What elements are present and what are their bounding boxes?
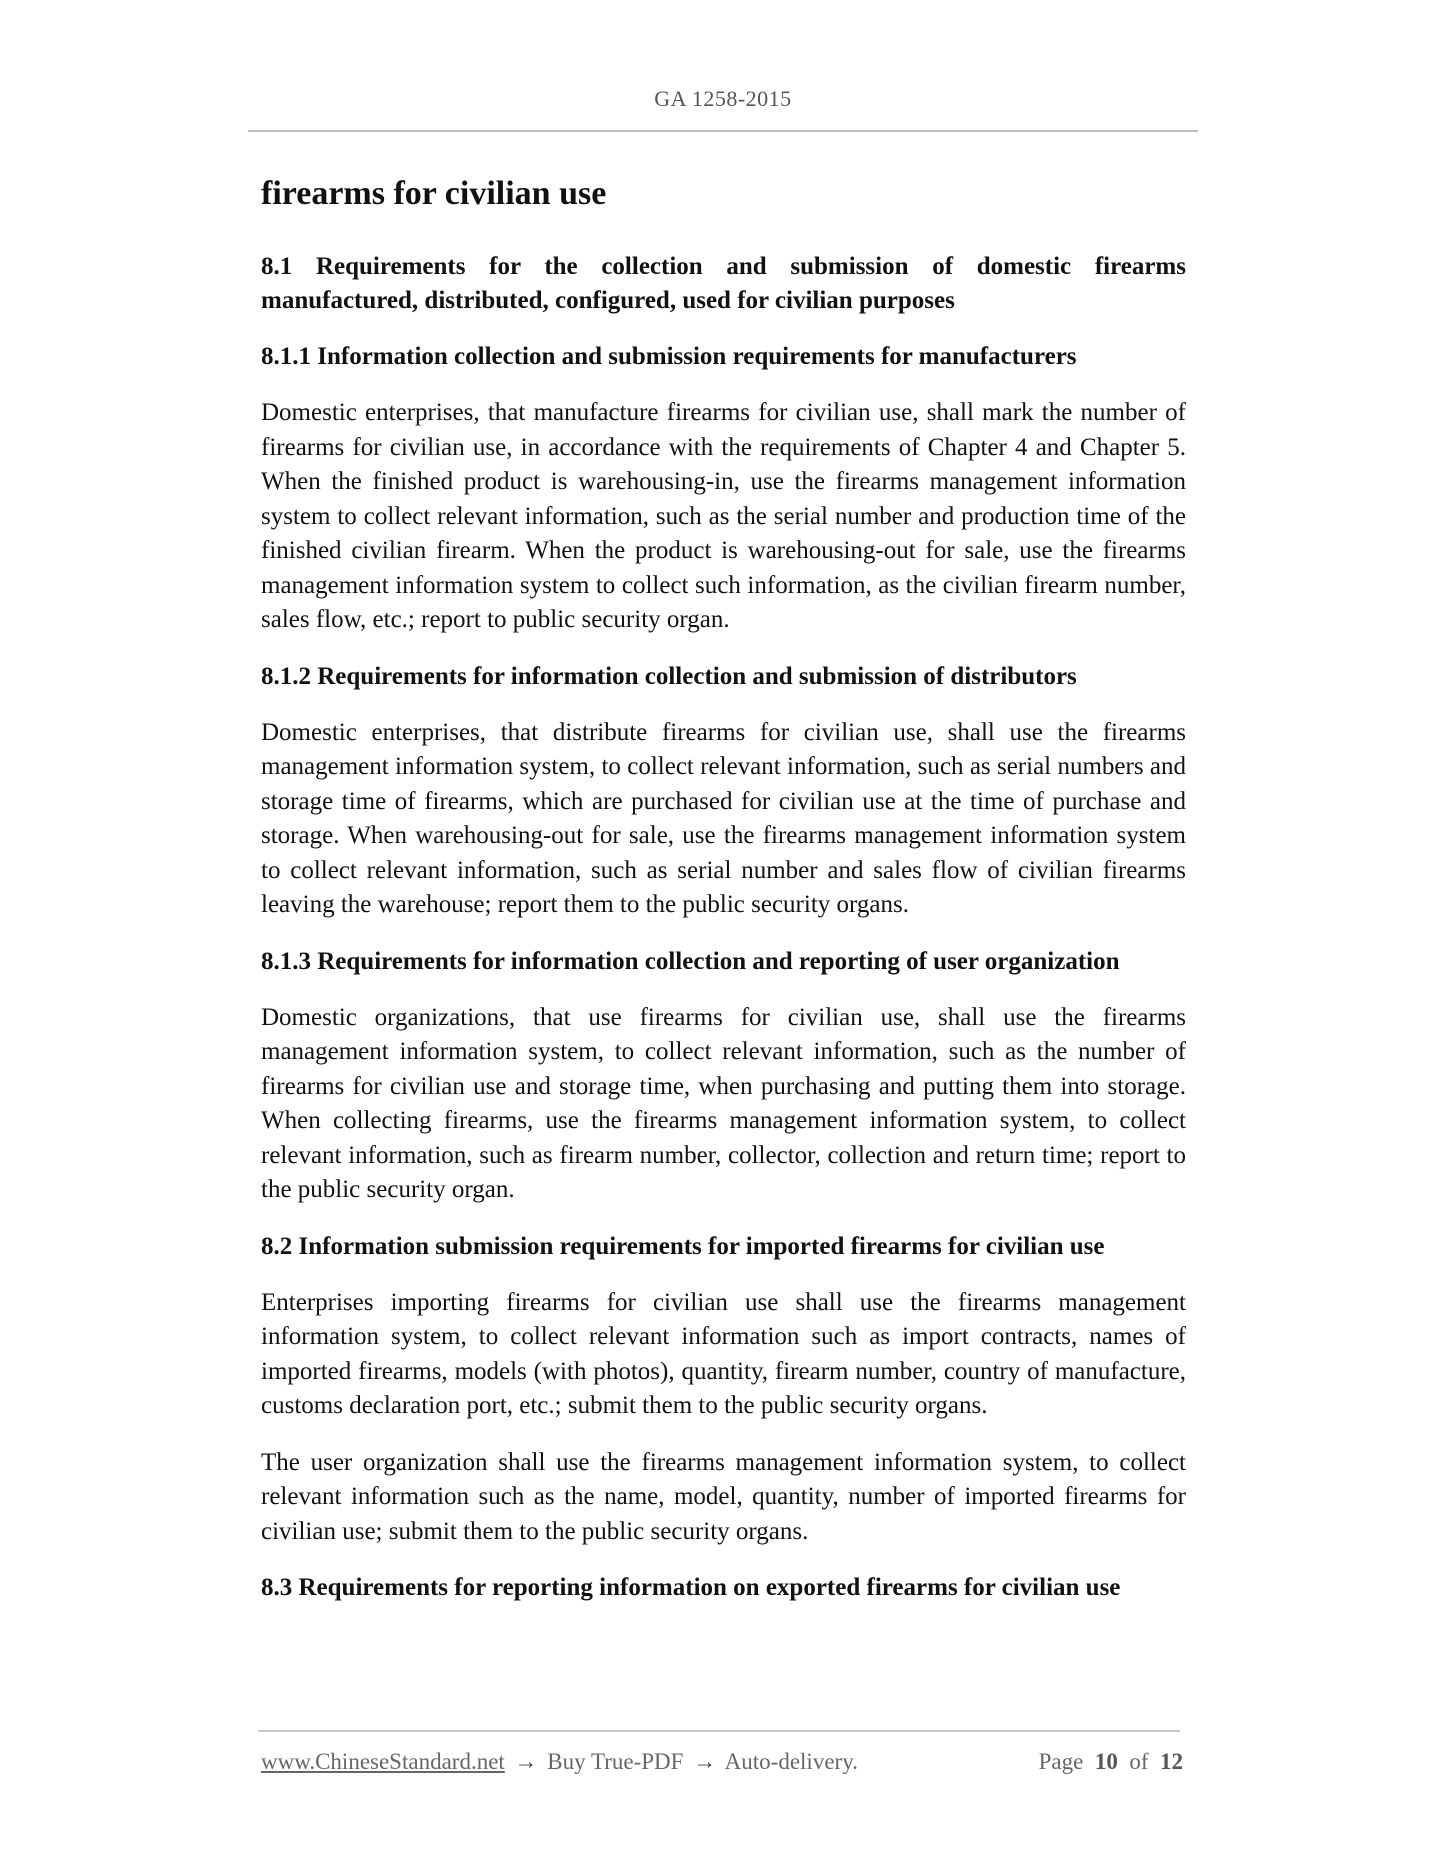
footer-divider [258,1730,1180,1732]
document-body [261,172,1186,1627]
chinese-standard-link[interactable]: www.ChineseStandard.net [261,1749,505,1774]
heading-8-1: 8.1 Requirements for the collection and submission of domestic firearms manufactured, distributed, configured, used for civilian purposes [261,253,1186,314]
paragraph-distributors: Domestic enterprises, that distribute firearms for civilian use, shall use the firearms management information system, to collect relevant information, such as serial numbers and storage time of firearms, which are purchased for civilian use at the time of purchase and storage. When warehousing-out for sale, use the firearms management information system to collect relevant information, such as serial number and sales flow of civilian firearms leaving the warehouse; report them to the public security organs. [261,718,1186,918]
paragraph-manufacturers: Domestic enterprises, that manufacture firearms for civilian use, shall mark the number of firearms for civilian use, in accordance with the requirements of Chapter 4 and Chapter 5. When the finished product is warehousing-in, use the firearms management information system to collect relevant information, such as the serial number and production time of the finished civilian firearm. When the product is warehousing-out for sale, use the firearms management information system to collect such information, as the civilian firearm number, sales flow, etc.; report to public security organ. [261,399,1186,633]
page-current: 10 [1094,1749,1118,1774]
heading-8-2: 8.2 Information submission requirements for imported firearms for civilian use [261,1232,1105,1260]
heading-8-1-2: 8.1.2 Requirements for information collection and submission of distributors [261,662,1077,690]
page-of-label: of [1129,1749,1149,1774]
section-title: firearms for civilian use [261,175,607,212]
arrow-right-icon: → [514,1749,538,1774]
heading-8-1-1: 8.1.1 Information collection and submission requirements for manufacturers [261,343,1077,370]
heading-8-3: 8.3 Requirements for reporting information on exported firearms for civilian use [261,1574,1121,1601]
arrow-right-icon: → [693,1749,717,1774]
buy-true-pdf-text: Buy True-PDF [547,1749,684,1774]
page-indicator [1039,1749,1183,1775]
heading-8-1-3: 8.1.3 Requirements for information collection and reporting of user organization [261,947,1120,975]
paragraph-user-organization: Domestic organizations, that use firearms for civilian use, shall use the firearms management information system, to collect relevant information, such as the number of firearms for civilian use and storage time, when purchasing and putting them into storage. When collecting firearms, use the firearms management information system, to collect relevant information, such as firearm number, collector, collection and return time; report to the public security organ. [261,1003,1186,1203]
paragraph-importing-enterprises: Enterprises importing firearms for civilian use shall use the firearms management information system, to collect relevant information such as import contracts, names of imported firearms, models (with photos), quantity, firearm number, country of manufacture, customs declaration port, etc.; submit them to the public security organs. [261,1288,1186,1419]
page-total: 12 [1160,1749,1183,1774]
footer-promo [261,1749,858,1775]
document-id-header: GA 1258-2015 [654,86,792,111]
auto-delivery-text: Auto-delivery. [724,1749,858,1774]
header-divider [248,130,1198,132]
page-label: Page [1038,1749,1084,1774]
paragraph-imported-user-organization: The user organization shall use the firearms management information system, to collect relevant information such as the name, model, quantity, number of imported firearms for civilian use; submit them to the public security organs. [261,1448,1186,1545]
